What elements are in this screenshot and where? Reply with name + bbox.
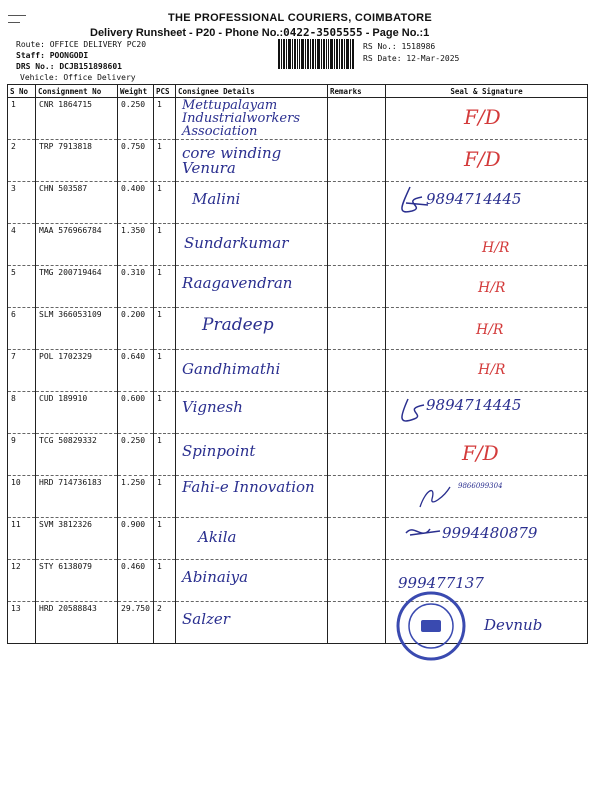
table-row: 4 MAA 576966784 1.350 1 Sundarkumar H/R <box>8 224 588 266</box>
table-row: 2 TRP 7913818 0.750 1 core winding Venura F/D <box>8 140 588 182</box>
consignee-cell: Abinaiya <box>176 560 328 602</box>
consignee-cell: Sundarkumar <box>176 224 328 266</box>
staff-label: Staff: POONGODI <box>16 51 89 60</box>
table-row: 1 CNR 1864715 0.250 1 Mettupalayam Industrialworkers Association F/D <box>8 98 588 140</box>
remarks-cell <box>328 350 386 392</box>
remarks-cell <box>328 602 386 644</box>
signature-cell: H/R <box>386 266 588 308</box>
signature-cell: H/R <box>386 350 588 392</box>
consignee-cell: Fahi-e Innovation <box>176 476 328 518</box>
consignee-cell: Mettupalayam Industrialworkers Association <box>176 98 328 140</box>
rs-number: RS No.: 1518986 <box>363 42 436 51</box>
signature-scribble <box>416 479 456 513</box>
consignee-cell: Vignesh <box>176 392 328 434</box>
table-header-row <box>8 85 588 98</box>
signature-cell: 9994480879 <box>386 518 588 560</box>
remarks-cell <box>328 392 386 434</box>
signature-cell: F/D <box>386 434 588 476</box>
remarks-cell <box>328 182 386 224</box>
signature-cell: 999477137 <box>386 560 588 602</box>
consignee-cell: core winding Venura <box>176 140 328 182</box>
consignee-cell: Malini <box>176 182 328 224</box>
vehicle-label: Vehicle: Office Delivery <box>20 73 136 82</box>
table-row: 11 SVM 3812326 0.900 1 Akila 9994480879 <box>8 518 588 560</box>
table-row: 12 STY 6138079 0.460 1 Abinaiya 999477137 <box>8 560 588 602</box>
signature-cell: Devnub <box>386 602 588 644</box>
col-header-consignment: Consignment No <box>36 85 118 98</box>
remarks-cell <box>328 266 386 308</box>
remarks-cell <box>328 224 386 266</box>
signature-cell: H/R <box>386 224 588 266</box>
table-row: 13 HRD 20588843 29.750 2 Salzer Devnub <box>8 602 588 644</box>
col-header-sno: S No <box>8 85 36 98</box>
remarks-cell <box>328 98 386 140</box>
remarks-cell <box>328 140 386 182</box>
table-row: 10 HRD 714736183 1.250 1 Fahi-e Innovation 9866099304 <box>8 476 588 518</box>
company-title: THE PROFESSIONAL COURIERS, COIMBATORE <box>167 12 433 24</box>
table-row: 3 CHN 503587 0.400 1 Malini 9894714445 <box>8 182 588 224</box>
signature-cell: F/D <box>386 140 588 182</box>
col-header-weight: Weight <box>118 85 154 98</box>
drs-label: DRS No.: DCJB151898601 <box>16 62 122 71</box>
col-header-consignee: Consignee Details <box>176 85 328 98</box>
runsheet-table <box>7 84 588 644</box>
consignee-cell: Gandhimathi <box>176 350 328 392</box>
barcode-image <box>278 39 354 69</box>
col-header-pcs: PCS <box>154 85 176 98</box>
signature-cell: 9866099304 <box>386 476 588 518</box>
remarks-cell <box>328 308 386 350</box>
col-header-remarks: Remarks <box>328 85 386 98</box>
table-row: 9 TCG 50829332 0.250 1 Spinpoint F/D <box>8 434 588 476</box>
remarks-cell <box>328 476 386 518</box>
remarks-cell <box>328 518 386 560</box>
col-header-signature: Seal & Signature <box>386 85 588 98</box>
consignee-cell: Akila <box>176 518 328 560</box>
table-row: 5 TMG 200719464 0.310 1 Raagavendran H/R <box>8 266 588 308</box>
signature-cell: 9894714445 <box>386 392 588 434</box>
signature-cell: H/R <box>386 308 588 350</box>
seal-stamp <box>395 590 467 662</box>
signature-cell: F/D <box>386 98 588 140</box>
signature-cell: 9894714445 <box>386 182 588 224</box>
consignee-cell: Raagavendran <box>176 266 328 308</box>
rs-date: RS Date: 12-Mar-2025 <box>363 54 460 63</box>
consignee-cell: Pradeep <box>176 308 328 350</box>
table-row: 6 SLM 366053109 0.200 1 Pradeep H/R <box>8 308 588 350</box>
remarks-cell <box>328 434 386 476</box>
runsheet-subtitle: Delivery Runsheet - P20 - Phone No.:0422-3505555 - Page No.:1 <box>90 26 430 39</box>
route-label: Route: OFFICE DELIVERY PC20 <box>16 40 147 49</box>
remarks-cell <box>328 560 386 602</box>
consignee-cell: Salzer <box>176 602 328 644</box>
table-row: 7 POL 1702329 0.640 1 Gandhimathi H/R <box>8 350 588 392</box>
consignee-cell: Spinpoint <box>176 434 328 476</box>
table-row: 8 CUD 189910 0.600 1 Vignesh 9894714445 <box>8 392 588 434</box>
signature-scribble <box>404 521 444 545</box>
